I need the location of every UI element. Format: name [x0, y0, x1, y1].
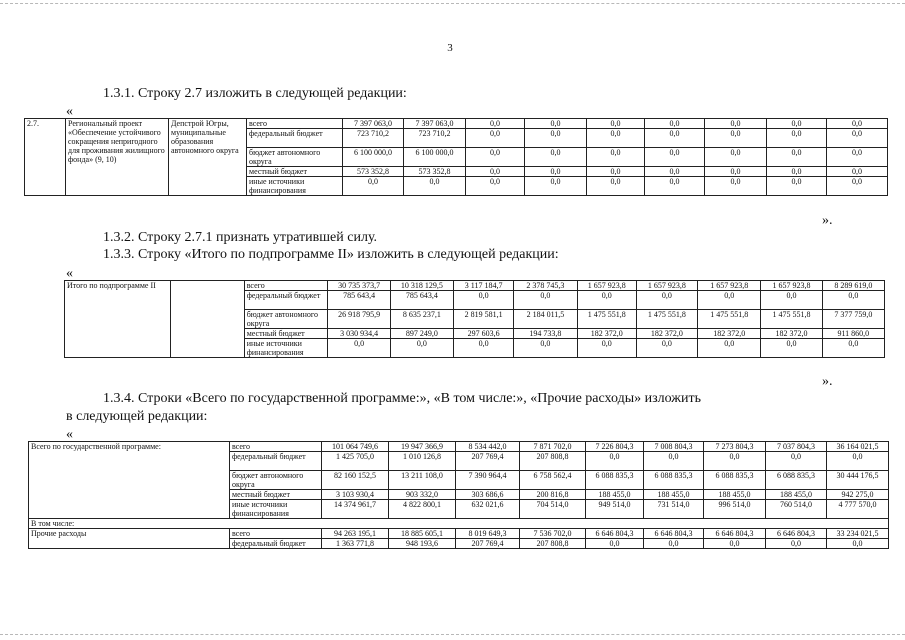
value-cell: 19 947 366,9: [389, 442, 456, 452]
value-cell: 0,0: [767, 129, 827, 148]
value-cell: 0,0: [644, 539, 704, 549]
value-cell: 0,0: [404, 177, 466, 196]
table-row: [29, 442, 889, 452]
value-cell: 0,0: [767, 148, 827, 167]
value-cell: 785 643,4: [328, 291, 390, 310]
value-cell: 3 030 934,4: [328, 329, 390, 339]
value-cell: 3 103 930,4: [322, 490, 389, 500]
value-cell: 0,0: [514, 339, 577, 358]
value-cell: 7 397 063,0: [404, 119, 466, 129]
value-cell: 0,0: [704, 539, 766, 549]
value-cell: 36 164 021,5: [827, 442, 889, 452]
value-cell: 0,0: [328, 339, 390, 358]
value-cell: 0,0: [767, 167, 827, 177]
value-cell: 182 372,0: [577, 329, 636, 339]
value-cell: 0,0: [645, 167, 705, 177]
executor: Депстрой Югры, муниципальные образования автономного округа: [169, 119, 247, 196]
value-cell: 0,0: [466, 119, 525, 129]
value-cell: 632 021,6: [456, 500, 520, 519]
value-cell: 0,0: [705, 148, 767, 167]
value-cell: 0,0: [704, 452, 766, 471]
value-cell: 30 735 373,7: [328, 281, 390, 291]
value-cell: 0,0: [466, 177, 525, 196]
value-cell: 723 710,2: [404, 129, 466, 148]
value-cell: 207 769,4: [456, 452, 520, 471]
value-cell: 0,0: [827, 539, 889, 549]
value-cell: 0,0: [587, 177, 645, 196]
source-label: федеральный бюджет: [230, 539, 322, 549]
source-label: местный бюджет: [247, 167, 343, 177]
value-cell: 7 226 804,3: [586, 442, 644, 452]
value-cell: 1 363 771,8: [322, 539, 389, 549]
value-cell: 1 475 551,8: [577, 310, 636, 329]
open-quote-2: «: [66, 266, 73, 281]
scan-edge-top: [0, 3, 905, 4]
value-cell: 911 860,0: [822, 329, 884, 339]
value-cell: 10 318 129,5: [390, 281, 453, 291]
value-cell: 7 536 702,0: [520, 529, 586, 539]
value-cell: 7 037 804,3: [766, 442, 827, 452]
value-cell: 2 184 011,5: [514, 310, 577, 329]
value-cell: 7 397 063,0: [343, 119, 404, 129]
value-cell: 207 769,4: [456, 539, 520, 549]
value-cell: 0,0: [698, 339, 761, 358]
scan-edge-bottom: [0, 634, 905, 635]
value-cell: 0,0: [705, 177, 767, 196]
value-cell: 0,0: [454, 291, 514, 310]
value-cell: 0,0: [645, 148, 705, 167]
value-cell: 0,0: [827, 167, 888, 177]
empty-cell: [171, 281, 245, 358]
value-cell: 188 455,0: [644, 490, 704, 500]
value-cell: 303 686,6: [456, 490, 520, 500]
value-cell: 0,0: [577, 291, 636, 310]
value-cell: 182 372,0: [636, 329, 697, 339]
value-cell: 0,0: [636, 339, 697, 358]
table-row-2-7: [24, 118, 888, 196]
value-cell: 0,0: [705, 129, 767, 148]
source-label: иные источники финансирования: [244, 339, 328, 358]
value-cell: 4 777 570,0: [827, 500, 889, 519]
value-cell: 207 808,8: [520, 539, 586, 549]
value-cell: 1 425 705,0: [322, 452, 389, 471]
value-cell: 573 352,8: [404, 167, 466, 177]
source-label: федеральный бюджет: [247, 129, 343, 148]
total-label: Всего по государственной программе:: [29, 442, 230, 519]
value-cell: 1 657 923,8: [577, 281, 636, 291]
value-cell: 0,0: [586, 452, 644, 471]
page-number: 3: [447, 42, 453, 54]
value-cell: 731 514,0: [644, 500, 704, 519]
value-cell: 949 514,0: [586, 500, 644, 519]
value-cell: 573 352,8: [343, 167, 404, 177]
value-cell: 200 816,8: [520, 490, 586, 500]
value-cell: 6 100 000,0: [404, 148, 466, 167]
value-cell: 0,0: [525, 129, 587, 148]
source-label: бюджет автономного округа: [247, 148, 343, 167]
value-cell: 2 378 745,3: [514, 281, 577, 291]
value-cell: 0,0: [644, 452, 704, 471]
other-expenses-label: Прочие расходы: [29, 529, 230, 549]
paragraph-1-3-1: 1.3.1. Строку 2.7 изложить в следующей редакции:: [103, 86, 407, 101]
source-label: всего: [244, 281, 328, 291]
value-cell: 30 444 176,5: [827, 471, 889, 490]
open-quote-3: «: [66, 427, 73, 442]
value-cell: 0,0: [827, 119, 888, 129]
paragraph-1-3-3: 1.3.3. Строку «Итого по подпрограмме II» изложить в следующей редакции:: [103, 247, 559, 262]
value-cell: 8 534 442,0: [456, 442, 520, 452]
value-cell: 0,0: [587, 129, 645, 148]
value-cell: 4 822 800,1: [389, 500, 456, 519]
value-cell: 0,0: [822, 291, 884, 310]
source-label: всего: [247, 119, 343, 129]
value-cell: 6 088 835,3: [704, 471, 766, 490]
value-cell: 0,0: [827, 452, 889, 471]
table-state-program-total: [28, 441, 889, 549]
value-cell: 0,0: [343, 177, 404, 196]
value-cell: 13 211 108,0: [389, 471, 456, 490]
value-cell: 194 733,8: [514, 329, 577, 339]
value-cell: 6 758 562,4: [520, 471, 586, 490]
value-cell: 297 603,6: [454, 329, 514, 339]
value-cell: 897 249,0: [390, 329, 453, 339]
value-cell: 948 193,6: [389, 539, 456, 549]
value-cell: 7 008 804,3: [644, 442, 704, 452]
value-cell: 0,0: [698, 291, 761, 310]
value-cell: 785 643,4: [390, 291, 453, 310]
value-cell: 704 514,0: [520, 500, 586, 519]
table3-body: [29, 442, 889, 549]
value-cell: 1 657 923,8: [761, 281, 822, 291]
paragraph-1-3-4-line2: в следующей редакции:: [66, 409, 208, 424]
table-row-including: [29, 519, 889, 529]
value-cell: 1 010 126,8: [389, 452, 456, 471]
table2-body: [65, 281, 885, 358]
value-cell: 0,0: [705, 119, 767, 129]
value-cell: 723 710,2: [343, 129, 404, 148]
value-cell: 33 234 021,5: [827, 529, 889, 539]
table1-body: [25, 119, 888, 196]
value-cell: 6 088 835,3: [644, 471, 704, 490]
value-cell: 14 374 961,7: [322, 500, 389, 519]
table-row: [65, 281, 885, 291]
table-row: [25, 119, 888, 129]
value-cell: 0,0: [587, 148, 645, 167]
value-cell: 0,0: [454, 339, 514, 358]
close-quote-1: ».: [822, 213, 833, 228]
value-cell: 8 289 619,0: [822, 281, 884, 291]
value-cell: 0,0: [645, 177, 705, 196]
source-label: бюджет автономного округа: [230, 471, 322, 490]
value-cell: 18 885 605,1: [389, 529, 456, 539]
paragraph-1-3-2: 1.3.2. Строку 2.7.1 признать утратившей силу.: [103, 230, 378, 245]
value-cell: 942 275,0: [827, 490, 889, 500]
table-subprogram-2-total: [64, 280, 885, 358]
value-cell: 188 455,0: [704, 490, 766, 500]
value-cell: 0,0: [705, 167, 767, 177]
value-cell: 0,0: [390, 339, 453, 358]
source-label: местный бюджет: [244, 329, 328, 339]
value-cell: 0,0: [827, 177, 888, 196]
value-cell: 6 646 804,3: [766, 529, 827, 539]
subprogram-name: Итого по подпрограмме II: [65, 281, 171, 358]
value-cell: 94 263 195,1: [322, 529, 389, 539]
value-cell: 1 657 923,8: [698, 281, 761, 291]
value-cell: 0,0: [761, 339, 822, 358]
value-cell: 0,0: [466, 148, 525, 167]
value-cell: 0,0: [466, 129, 525, 148]
source-label: иные источники финансирования: [230, 500, 322, 519]
value-cell: 0,0: [587, 119, 645, 129]
value-cell: 0,0: [466, 167, 525, 177]
value-cell: 2 819 581,1: [454, 310, 514, 329]
value-cell: 6 088 835,3: [766, 471, 827, 490]
value-cell: 0,0: [525, 119, 587, 129]
value-cell: 26 918 795,9: [328, 310, 390, 329]
table-row: [29, 529, 889, 539]
value-cell: 6 646 804,3: [644, 529, 704, 539]
value-cell: 1 475 551,8: [761, 310, 822, 329]
source-label: бюджет автономного округа: [244, 310, 328, 329]
close-quote-2: ».: [822, 374, 833, 389]
open-quote-1: «: [66, 104, 73, 119]
value-cell: 0,0: [761, 291, 822, 310]
value-cell: 207 808,8: [520, 452, 586, 471]
value-cell: 0,0: [822, 339, 884, 358]
value-cell: 82 160 152,5: [322, 471, 389, 490]
value-cell: 1 475 551,8: [636, 310, 697, 329]
value-cell: 0,0: [525, 177, 587, 196]
value-cell: 0,0: [586, 539, 644, 549]
value-cell: 0,0: [767, 119, 827, 129]
value-cell: 0,0: [827, 148, 888, 167]
value-cell: 6 646 804,3: [704, 529, 766, 539]
row-number: 2.7.: [25, 119, 66, 196]
source-label: федеральный бюджет: [244, 291, 328, 310]
value-cell: 0,0: [525, 148, 587, 167]
project-name: Региональный проект «Обеспечение устойчивого сокращения непригодного для проживания жилищного фонда» (9, 10): [66, 119, 169, 196]
value-cell: 0,0: [767, 177, 827, 196]
value-cell: 0,0: [645, 119, 705, 129]
value-cell: 0,0: [766, 452, 827, 471]
paragraph-1-3-4-line1: 1.3.4. Строки «Всего по государственной программе:», «В том числе:», «Прочие расходы» изложить: [103, 391, 701, 406]
including-label: В том числе:: [29, 519, 889, 529]
value-cell: 188 455,0: [766, 490, 827, 500]
value-cell: 7 390 964,4: [456, 471, 520, 490]
value-cell: 0,0: [827, 129, 888, 148]
source-label: всего: [230, 442, 322, 452]
value-cell: 101 064 749,6: [322, 442, 389, 452]
value-cell: 903 332,0: [389, 490, 456, 500]
value-cell: 0,0: [636, 291, 697, 310]
value-cell: 182 372,0: [761, 329, 822, 339]
value-cell: 0,0: [577, 339, 636, 358]
value-cell: 0,0: [645, 129, 705, 148]
value-cell: 7 273 804,3: [704, 442, 766, 452]
value-cell: 1 475 551,8: [698, 310, 761, 329]
source-label: местный бюджет: [230, 490, 322, 500]
value-cell: 0,0: [766, 539, 827, 549]
value-cell: 7 871 702,0: [520, 442, 586, 452]
value-cell: 996 514,0: [704, 500, 766, 519]
value-cell: 1 657 923,8: [636, 281, 697, 291]
value-cell: 182 372,0: [698, 329, 761, 339]
value-cell: 6 088 835,3: [586, 471, 644, 490]
value-cell: 760 514,0: [766, 500, 827, 519]
value-cell: 8 019 649,3: [456, 529, 520, 539]
value-cell: 6 646 804,3: [586, 529, 644, 539]
value-cell: 0,0: [587, 167, 645, 177]
source-label: федеральный бюджет: [230, 452, 322, 471]
source-label: всего: [230, 529, 322, 539]
source-label: иные источники финансирования: [247, 177, 343, 196]
value-cell: 7 377 759,0: [822, 310, 884, 329]
value-cell: 0,0: [514, 291, 577, 310]
value-cell: 6 100 000,0: [343, 148, 404, 167]
value-cell: 8 635 237,1: [390, 310, 453, 329]
value-cell: 3 117 184,7: [454, 281, 514, 291]
value-cell: 0,0: [525, 167, 587, 177]
value-cell: 188 455,0: [586, 490, 644, 500]
